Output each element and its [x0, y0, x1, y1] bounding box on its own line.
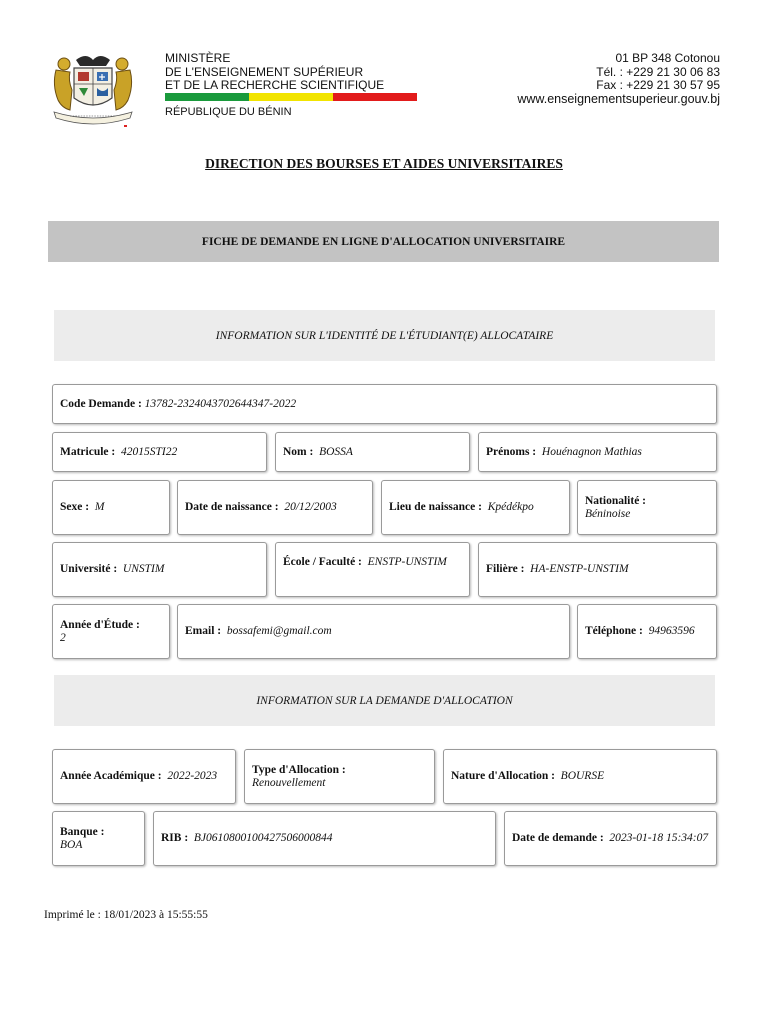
- ministry-name: [165, 52, 384, 93]
- filiere-value: HA-ENSTP-UNSTIM: [530, 563, 629, 575]
- rib-value: BJ0610800100427506000844: [193, 832, 333, 844]
- date-naissance-value: 20/12/2003: [284, 501, 337, 513]
- telephone-value: 94963596: [648, 625, 695, 637]
- email-label: Email :: [185, 625, 222, 637]
- republic-name: RÉPUBLIQUE DU BÉNIN: [165, 106, 292, 118]
- ecole-field: [275, 542, 470, 597]
- type-allocation-label: Type d'Allocation :: [252, 763, 346, 776]
- flag-color-bar: [165, 93, 417, 101]
- universite-field: [52, 542, 267, 597]
- sexe-value: M: [94, 501, 105, 513]
- email-value: bossafemi@gmail.com: [226, 625, 332, 637]
- telephone-number: Tél. : +229 21 30 06 83: [596, 64, 720, 79]
- form-title-bar: [48, 221, 719, 262]
- filiere-field: [478, 542, 717, 597]
- flag-red-stripe: [333, 93, 417, 101]
- nom-value: BOSSA: [319, 445, 353, 458]
- ministry-line-1: MINISTÈRE: [165, 51, 231, 65]
- date-demande-field: [504, 811, 717, 866]
- code-demande-label: Code Demande :: [60, 397, 142, 410]
- nationalite-value: Béninoise: [585, 507, 631, 520]
- annee-academique-field: [52, 749, 236, 804]
- type-allocation-field: [244, 749, 435, 804]
- banque-value: BOA: [60, 838, 83, 851]
- banque-label: Banque :: [60, 825, 105, 838]
- banque-field: [52, 811, 145, 866]
- code-demande-value: 13782-2324043702644347-2022: [144, 397, 297, 410]
- form-title: FICHE DE DEMANDE EN LIGNE D'ALLOCATION UNIVERSITAIRE: [201, 235, 566, 248]
- annee-etude-label: Année d'Étude :: [60, 618, 140, 631]
- flag-yellow-stripe: [249, 93, 333, 101]
- telephone-field: [577, 604, 717, 659]
- direction-title: [0, 156, 768, 172]
- fax-number: Fax : +229 21 30 57 95: [596, 78, 720, 92]
- matricule-field: [52, 432, 267, 472]
- flag-green-stripe: [165, 93, 249, 101]
- lieu-naissance-label: Lieu de naissance :: [389, 501, 482, 513]
- rib-field: [153, 811, 496, 866]
- ecole-label: École / Faculté :: [283, 556, 362, 568]
- matricule-value: 42015STI22: [121, 445, 178, 458]
- printed-timestamp: Imprimé le : 18/01/2023 à 15:55:55: [44, 909, 208, 921]
- annee-academique-label: Année Académique :: [60, 770, 162, 782]
- filiere-label: Filière :: [486, 563, 525, 575]
- allocation-section-header: [54, 675, 715, 726]
- allocation-section-title: INFORMATION SUR LA DEMANDE D'ALLOCATION: [256, 694, 513, 707]
- prenoms-label: Prénoms :: [486, 445, 537, 458]
- identity-section-title: INFORMATION SUR L'IDENTITÉ DE L'ÉTUDIANT(E) ALLOCATAIRE: [215, 329, 554, 342]
- nationalite-label: Nationalité :: [585, 494, 647, 507]
- universite-label: Université :: [60, 563, 118, 575]
- code-demande-field: [52, 384, 717, 424]
- prenoms-value: Houénagnon Mathias: [541, 445, 642, 458]
- date-naissance-field: [177, 480, 373, 535]
- annee-academique-value: 2022-2023: [167, 770, 218, 782]
- ministry-line-3: ET DE LA RECHERCHE SCIENTIFIQUE: [165, 78, 385, 92]
- annee-etude-field: [52, 604, 170, 659]
- rib-label: RIB :: [161, 832, 189, 844]
- identity-section-header: [54, 310, 715, 361]
- direction-title-text: DIRECTION DES BOURSES ET AIDES UNIVERSITAIRES: [205, 156, 563, 171]
- website-link[interactable]: www.enseignementsuperieur.gouv.bj: [517, 91, 720, 106]
- email-field: [177, 604, 570, 659]
- date-demande-value: 2023-01-18 15:34:07: [609, 832, 709, 844]
- type-allocation-value: Renouvellement: [252, 776, 326, 789]
- sexe-label: Sexe :: [60, 501, 90, 513]
- nom-label: Nom :: [283, 445, 314, 458]
- annee-etude-value: 2: [60, 631, 66, 644]
- sexe-field: [52, 480, 170, 535]
- postal-address: 01 BP 348 Cotonou: [615, 51, 720, 65]
- nature-allocation-label: Nature d'Allocation :: [451, 770, 555, 782]
- lieu-naissance-value: Kpédékpo: [487, 501, 534, 513]
- ecole-value: ENSTP-UNSTIM: [367, 556, 447, 568]
- universite-value: UNSTIM: [122, 563, 165, 575]
- nom-field: [275, 432, 470, 472]
- nature-allocation-field: [443, 749, 717, 804]
- lieu-naissance-field: [381, 480, 570, 535]
- nature-allocation-value: BOURSE: [560, 770, 605, 782]
- date-demande-label: Date de demande :: [512, 832, 604, 844]
- small-red-mark: [124, 125, 127, 127]
- ministry-line-2: DE L'ENSEIGNEMENT SUPÉRIEUR: [165, 64, 364, 79]
- contact-block: [517, 52, 720, 106]
- telephone-label: Téléphone :: [585, 625, 643, 637]
- matricule-label: Matricule :: [60, 445, 116, 458]
- nationalite-field: [577, 480, 717, 535]
- date-naissance-label: Date de naissance :: [185, 501, 279, 513]
- prenoms-field: [478, 432, 717, 472]
- coat-of-arms-logo: [48, 50, 138, 128]
